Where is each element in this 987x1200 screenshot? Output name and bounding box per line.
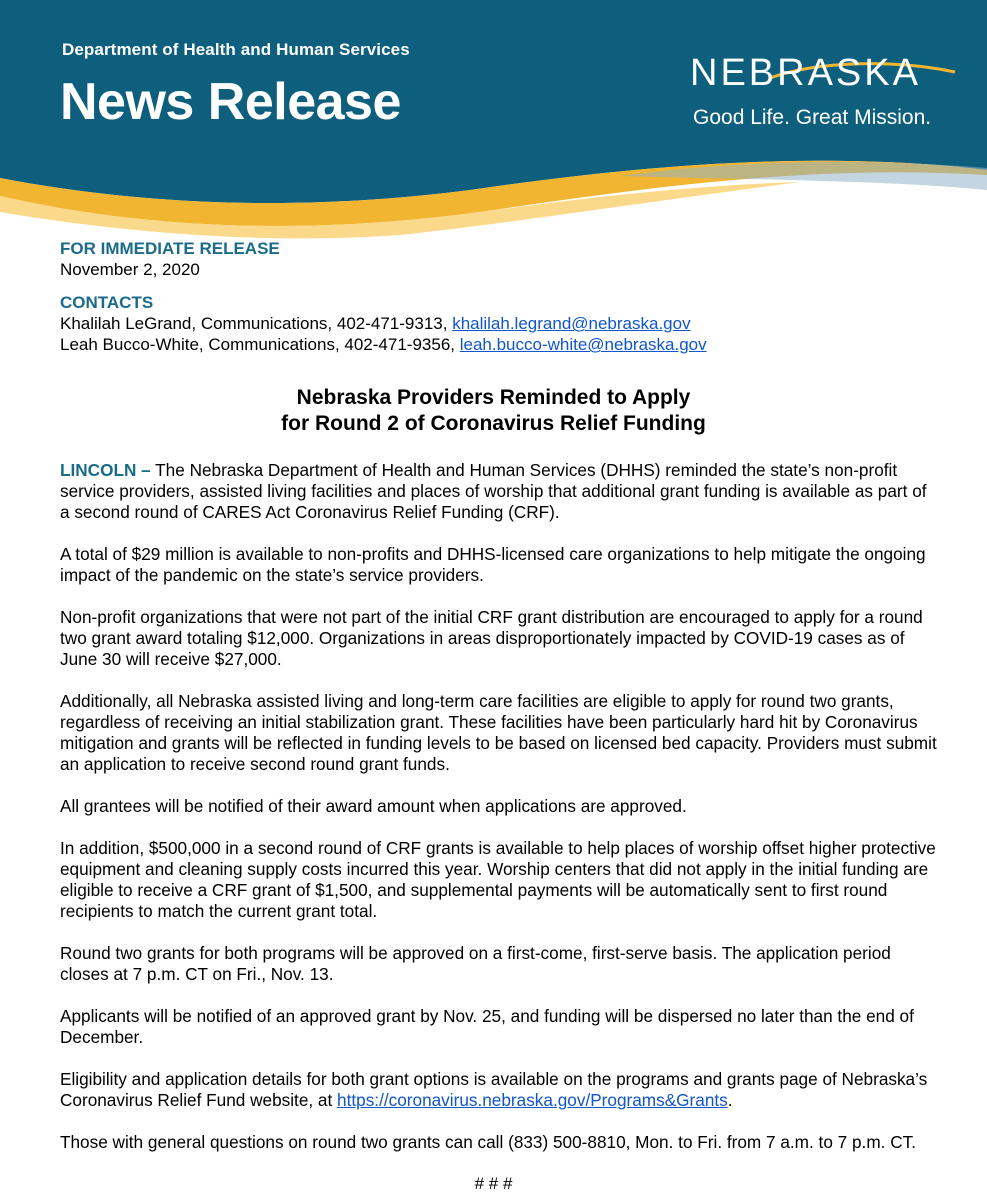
paragraph: All grantees will be notified of their award amount when applications are approved. xyxy=(60,796,687,816)
contact-text: Leah Bucco-White, Communications, 402-471-9356, xyxy=(60,335,460,354)
release-date: November 2, 2020 xyxy=(60,260,200,279)
release-label: FOR IMMEDIATE RELEASE xyxy=(60,239,280,258)
article-body xyxy=(60,460,940,1174)
contacts-label: CONTACTS xyxy=(60,293,154,312)
paragraph-text: Eligibility and application details for both grant options is available on the programs and grants page of Nebraska’s Coronavirus Relief Fund website, at xyxy=(60,1069,928,1110)
paragraph: Those with general questions on round two grants can call (833) 500-8810, Mon. to Fri. from 7 a.m. to 7 p.m. CT. xyxy=(60,1132,916,1152)
release-info xyxy=(60,238,940,355)
end-mark: # # # xyxy=(474,1174,513,1193)
paragraph: Applicants will be notified of an approved grant by Nov. 25, and funding will be dispersed no later than the end of December. xyxy=(60,1006,914,1047)
paragraph xyxy=(60,1069,940,1111)
contact-line xyxy=(60,334,940,355)
nebraska-tagline: Good Life. Great Mission. xyxy=(693,106,932,129)
paragraph xyxy=(60,460,940,523)
headline-line-1: Nebraska Providers Reminded to Apply xyxy=(296,386,691,409)
headline-line-2: for Round 2 of Coronavirus Relief Funding xyxy=(281,412,706,435)
programs-grants-link[interactable]: https://coronavirus.nebraska.gov/Programs&Grants xyxy=(337,1090,728,1110)
department-name: Department of Health and Human Services xyxy=(62,40,410,59)
paragraph-text: The Nebraska Department of Health and Human Services (DHHS) reminded the state’s non-profit service providers, assisted living facilities and places of worship that additional grant funding is available as part of a second round of CARES Act Coronavirus Relief Funding (CRF). xyxy=(60,460,927,522)
contact-email-link[interactable]: khalilah.legrand@nebraska.gov xyxy=(452,314,691,333)
page-title: News Release xyxy=(60,73,401,131)
contact-text: Khalilah LeGrand, Communications, 402-471-9313, xyxy=(60,314,453,333)
paragraph: In addition, $500,000 in a second round of CRF grants is available to help places of worship offset higher protective equipment and cleaning supply costs incurred this year. Worship centers that did not apply in the initial funding are eligible to receive a CRF grant of $1,500, and supplemental payments will be automatically sent to first round recipients to match the current grant total. xyxy=(60,838,936,921)
paragraph: Round two grants for both programs will be approved on a first-come, first-serve basis. The application period closes at 7 p.m. CT on Fri., Nov. 13. xyxy=(60,943,891,984)
page-header xyxy=(0,0,987,240)
paragraph: A total of $29 million is available to non-profits and DHHS-licensed care organizations to help mitigate the ongoing impact of the pandemic on the state’s service providers. xyxy=(60,544,926,585)
nebraska-logo: NEBRASKA xyxy=(690,52,921,94)
contact-line xyxy=(60,313,940,334)
headline xyxy=(0,385,987,437)
dateline: LINCOLN – xyxy=(60,460,151,480)
paragraph: Additionally, all Nebraska assisted living and long-term care facilities are eligible to apply for round two grants, regardless of receiving an initial stabilization grant. These facilities have been particularly hard hit by Coronavirus mitigation and grants will be reflected in funding levels to be based on licensed bed capacity. Providers must submit an application to receive second round grant funds. xyxy=(60,691,937,774)
paragraph-end: . xyxy=(727,1090,733,1110)
paragraph: Non-profit organizations that were not part of the initial CRF grant distribution are encouraged to apply for a round two grant award totaling $12,000. Organizations in areas disproportionately impacted by COVID-19 cases as of June 30 will receive $27,000. xyxy=(60,607,923,669)
contact-email-link[interactable]: leah.bucco-white@nebraska.gov xyxy=(459,335,707,354)
